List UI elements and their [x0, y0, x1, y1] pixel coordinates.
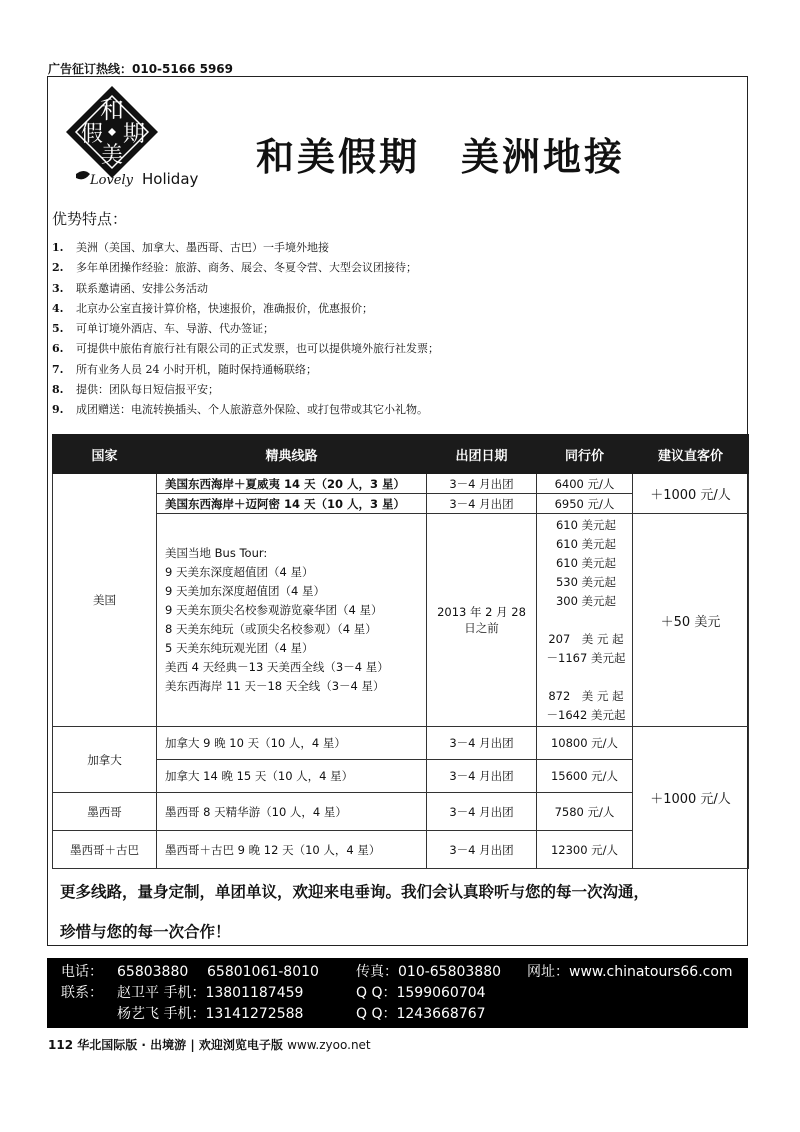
contact-bar [47, 958, 748, 1028]
logo-word: Holiday [142, 170, 199, 188]
list-item: 6. 可提供中旅佑育旅行社有限公司的正式发票，也可以提供境外旅行社发票； [52, 342, 439, 356]
list-item: 9. 成团赠送：电流转换插头、个人旅游意外保险、或打包带或其它小礼物。 [52, 403, 428, 417]
list-item: 5. 可单订境外酒店、车、导游、代办签证； [52, 322, 274, 336]
logo-char-4: 美 [100, 143, 124, 168]
contact-person-1: 赵卫平 手机：13801187459 [117, 985, 304, 1001]
list-item: 1. 美洲（美国、加拿大、墨西哥、古巴）一手境外地接 [52, 241, 329, 254]
header-route: 精典线路 [157, 435, 427, 474]
header-direct-price: 建议直客价 [633, 435, 749, 474]
list-item: 3. 联系邀请函、安排公务活动 [52, 281, 208, 295]
logo-char-1: 和 [100, 96, 124, 124]
qq-2: Q Q：1243668767 [356, 1006, 486, 1022]
list-item: 2. 多年单团操作经验：旅游、商务、展会、冬夏令营、大型会议团接待； [52, 261, 417, 275]
fax: 传真：010-65803880 [356, 964, 502, 980]
table-row: 美国 美国东西海岸＋夏威夷 14 天（20 人，3 星） 3－4 月出团 6400 元/人 ＋1000 元/人 [53, 474, 749, 494]
logo-char-2: 假 [80, 122, 104, 147]
table-row: 加拿大 14 晚 15 天（10 人，4 星） 3－4 月出团 15600 元/人 [53, 760, 749, 793]
bus-tour-lines: 美国当地 Bus Tour: 9 天美东深度超值团（4 星） 9 天美加东深度超值团（4 星） 9 天美东顶尖名校参观游览豪华团（4 星） 8 天美东纯玩（或顶尖名校参观）（4 星） 5 天美东纯玩观光团（4 星） 美西 4 天经典－13 天美西全线（3－4 星） 美东西海岸 11 天－18 天全线（3－4 星） [157, 514, 427, 727]
header-date: 出团日期 [427, 435, 537, 474]
tel-1: 65803880 [117, 964, 189, 980]
logo-swirl-icon [76, 171, 90, 179]
table-row: 美国当地 Bus Tour: 9 天美东深度超值团（4 星） 9 天美加东深度超值团（4 星） 9 天美东顶尖名校参观游览豪华团（4 星） 8 天美东纯玩（或顶尖名校参观）（4 星） 5 天美东纯玩观光团（4 星） 美西 4 天经典－13 天美西全线（3－4 星） 美东西海岸 11 天－18 天全线（3－4 星） 2013 年 2 月 28 日之前 610 美元起 610 美元起 610 美元起 530 美元起 300 美元起 207 美 元 起 －1167 美元起 872 美 元 起 －1642 美元起 ＋50 美元 [53, 514, 749, 727]
table-row: 加拿大 加拿大 9 晚 10 天（10 人，4 星） 3－4 月出团 10800 元/人 ＋1000 元/人 [53, 727, 749, 760]
routes-table [52, 434, 749, 869]
headline: 和美假期 美洲地接 [256, 134, 626, 179]
qq-1: Q Q：1599060704 [356, 985, 486, 1001]
contact-label: 联系： [61, 985, 103, 1001]
table-row: 墨西哥＋古巴 墨西哥＋古巴 9 晚 12 天（10 人，4 星） 3－4 月出团 12300 元/人 [53, 831, 749, 869]
advantages-title: 优势特点： [52, 210, 128, 228]
header-trade-price: 同行价 [537, 435, 633, 474]
company-logo [62, 84, 212, 194]
table-row: 墨西哥 墨西哥 8 天精华游（10 人，4 星） 3－4 月出团 7580 元/人 [53, 793, 749, 831]
country-cell: 美国 [53, 474, 157, 727]
list-item: 8. 提供：团队每日短信报平安； [52, 383, 219, 397]
header-country: 国家 [53, 435, 157, 474]
advantages-list [52, 238, 439, 421]
contact-person-2: 杨艺飞 手机：13141272588 [117, 1006, 304, 1022]
tel-label: 电话： [61, 964, 103, 980]
country-cell: 墨西哥＋古巴 [53, 831, 157, 869]
footer-text: 华北国际版 · 出境游 | 欢迎浏览电子版 [77, 1038, 283, 1052]
website-link[interactable]: 网址：www.chinatours66.com [527, 964, 733, 980]
footer-url[interactable]: www.zyoo.net [287, 1038, 371, 1052]
bus-date: 2013 年 2 月 28 日之前 [427, 514, 537, 727]
page-number: 112 [48, 1038, 74, 1052]
tel-2: 65801061-8010 [207, 964, 319, 980]
country-cell: 加拿大 [53, 727, 157, 793]
country-cell: 墨西哥 [53, 793, 157, 831]
logo-char-3: 期 [122, 122, 146, 147]
bus-prices: 610 美元起 610 美元起 610 美元起 530 美元起 300 美元起 207 美 元 起 －1167 美元起 872 美 元 起 －1642 美元起 [537, 514, 633, 727]
ad-hotline: 广告征订热线：010-5166 5969 [48, 62, 234, 76]
closing-note: 更多线路，量身定制，单团单议，欢迎来电垂询。我们会认真聆听与您的每一次沟通， 珍惜与您的每一次合作！ [60, 883, 650, 941]
table-header-row [53, 435, 749, 474]
list-item: 4. 北京办公室直接计算价格，快速报价，准确报价，优惠报价； [52, 301, 373, 315]
list-item: 7. 所有业务人员 24 小时开机，随时保持通畅联络； [52, 362, 317, 376]
logo-script: Lovely [90, 173, 133, 188]
table-row: 美国东西海岸＋迈阿密 14 天（10 人，3 星） 3－4 月出团 6950 元/人 [53, 494, 749, 514]
logo-diamond-icon [62, 84, 212, 194]
page-footer [48, 1036, 371, 1053]
